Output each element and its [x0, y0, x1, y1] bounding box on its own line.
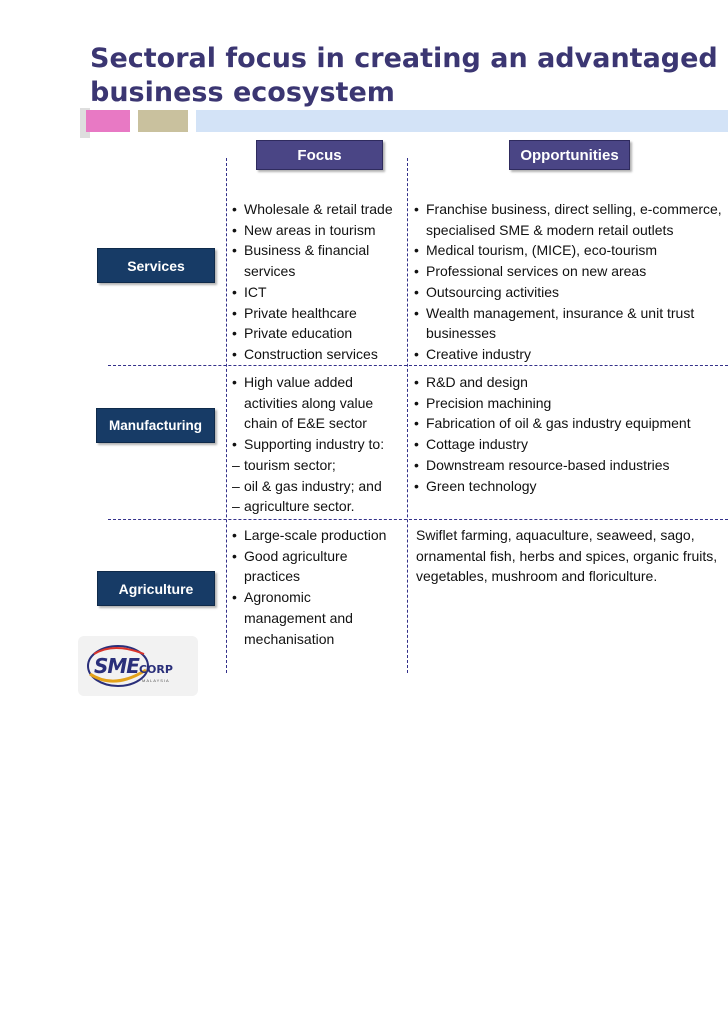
title-line-2: business ecosystem — [90, 77, 395, 108]
list-item: • Professional services on new areas — [414, 261, 722, 282]
accent-bar-blue — [196, 110, 728, 132]
list-item: • Wholesale & retail trade — [232, 199, 393, 220]
list-item: • Supporting industry to: — [232, 434, 384, 455]
sector-services: Services — [97, 248, 215, 283]
list-item: – tourism sector; — [232, 455, 384, 476]
list-item: • ICT — [232, 282, 393, 303]
list-item: • Cottage industry — [414, 434, 691, 455]
list-item: – oil & gas industry; and — [232, 476, 384, 497]
list-item: • High value added — [232, 372, 384, 393]
list-item: • New areas in tourism — [232, 220, 393, 241]
list-item: • Good agriculture — [232, 546, 386, 567]
list-item: • Private education — [232, 323, 393, 344]
logo-main: SME — [94, 654, 139, 678]
services-opportunities-list — [414, 199, 722, 365]
logo-suffix: CORP — [138, 663, 173, 676]
page-title — [90, 42, 728, 110]
list-item: • Green technology — [414, 476, 691, 497]
accent-bar-khaki — [138, 110, 188, 132]
list-item: management and — [244, 609, 353, 626]
sector-manufacturing: Manufacturing — [96, 408, 215, 443]
agriculture-opportunities-line: ornamental fish, herbs and spices, organic fruits, — [416, 547, 718, 564]
smecorp-logo — [78, 636, 198, 696]
title-line-1: Sectoral focus in creating an advantaged — [90, 43, 718, 74]
list-item: • R&D and design — [414, 372, 691, 393]
list-item: businesses — [426, 325, 497, 342]
list-item: specialised SME & modern retail outlets — [426, 221, 674, 238]
list-item: services — [244, 263, 296, 280]
agriculture-opportunities-line: Swiflet farming, aquaculture, seaweed, sago, — [416, 527, 695, 543]
list-item: • Business & financial — [232, 240, 393, 261]
list-item: • Outsourcing activities — [414, 282, 722, 303]
logo-subtext: MALAYSIA — [142, 678, 170, 683]
column-divider-2 — [407, 158, 408, 673]
list-item: • Wealth management, insurance & unit trust — [414, 303, 722, 324]
list-item: • Medical tourism, (MICE), eco-tourism — [414, 240, 722, 261]
focus-header: Focus — [256, 140, 383, 170]
sector-agriculture: Agriculture — [97, 571, 215, 606]
row-divider-1 — [108, 365, 728, 366]
opportunities-header: Opportunities — [509, 140, 630, 170]
list-item: • Large-scale production — [232, 525, 386, 546]
agriculture-opportunities-line: vegetables, mushroom and floriculture. — [416, 568, 658, 585]
manufacturing-opportunities-list — [414, 372, 691, 496]
list-item: • Downstream resource-based industries — [414, 455, 691, 476]
list-item: practices — [244, 568, 301, 585]
logo-wordmark — [94, 654, 173, 678]
list-item: • Private healthcare — [232, 303, 393, 324]
accent-bar-pink — [86, 110, 130, 132]
list-item: activities along value — [244, 394, 374, 411]
list-item: • Fabrication of oil & gas industry equipment — [414, 413, 691, 434]
list-item: chain of E&E sector — [244, 415, 367, 432]
services-focus-list — [232, 199, 393, 365]
list-item: • Agronomic — [232, 587, 386, 608]
list-item: mechanisation — [244, 630, 335, 647]
list-item: • Creative industry — [414, 344, 722, 365]
list-item: – agriculture sector. — [232, 496, 384, 517]
list-item: • Franchise business, direct selling, e-commerce, — [414, 199, 722, 220]
row-divider-2 — [108, 519, 728, 520]
agriculture-focus-list — [232, 525, 386, 649]
list-item: • Construction services — [232, 344, 393, 365]
agriculture-opportunities-text — [416, 525, 728, 587]
manufacturing-focus-list — [232, 372, 384, 517]
column-divider-1 — [226, 158, 227, 673]
list-item: • Precision machining — [414, 393, 691, 414]
